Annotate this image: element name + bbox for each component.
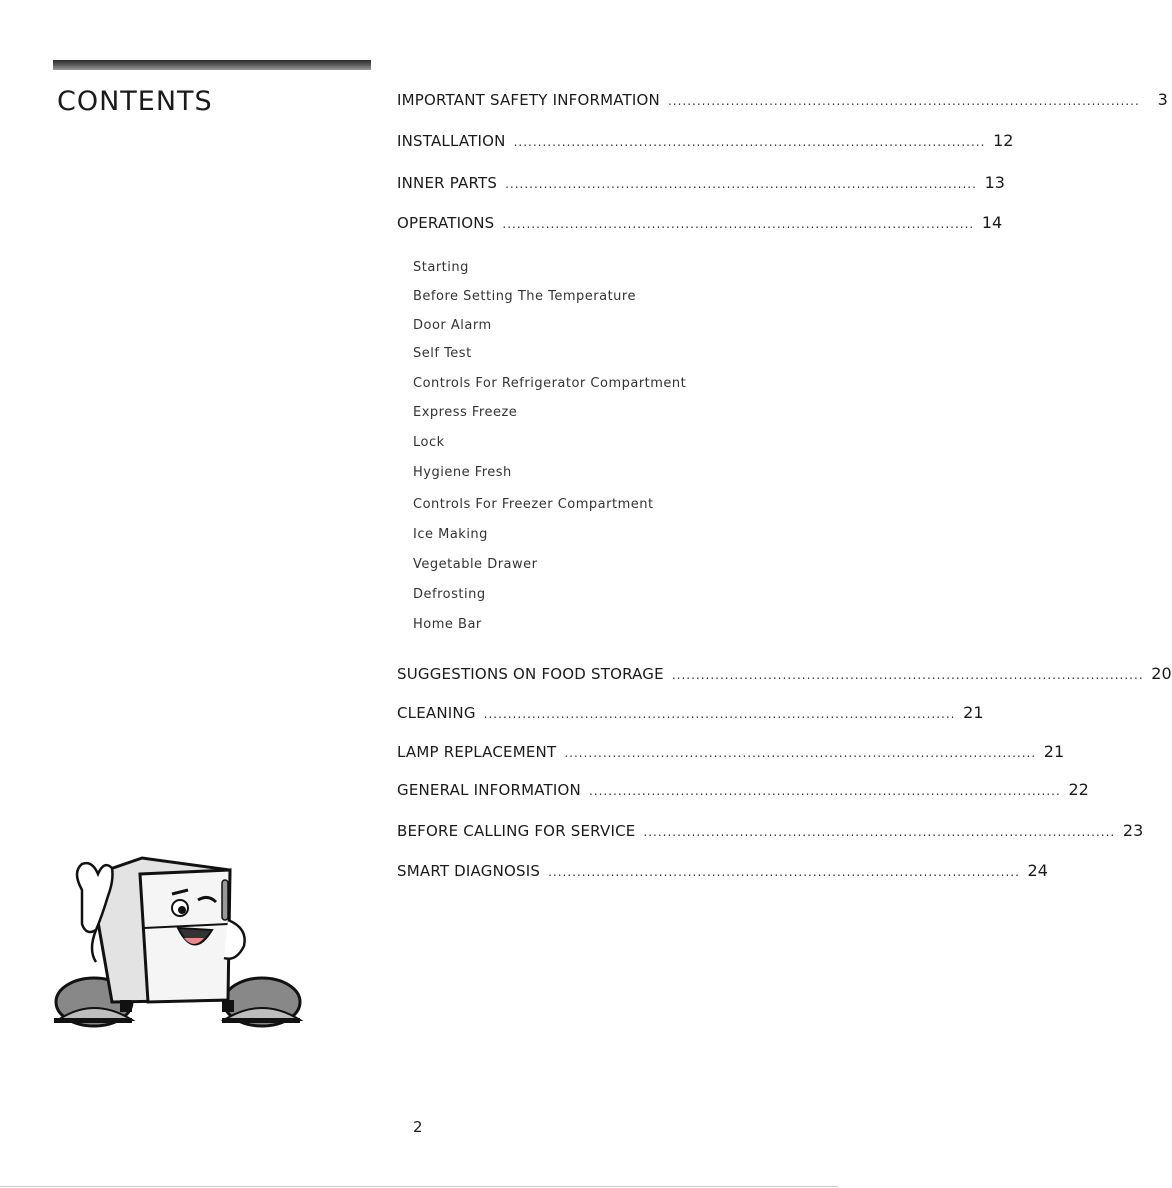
toc-entry-label: GENERAL INFORMATION <box>397 781 581 799</box>
refrigerator-mascot-icon <box>52 850 302 1028</box>
dot-leader: .................................................................................................. <box>564 746 1037 760</box>
toc-subentry[interactable]: Starting <box>413 260 469 275</box>
toc-subentry[interactable]: Hygiene Fresh <box>413 465 512 480</box>
toc-entry[interactable] <box>397 213 1003 235</box>
toc-entry-page: 13 <box>984 173 1005 192</box>
toc-entry[interactable] <box>397 131 1014 153</box>
toc-entry-page: 3 <box>1157 90 1168 109</box>
toc-entry-label: OPERATIONS <box>397 214 495 232</box>
toc-subentry[interactable]: Before Setting The Temperature <box>413 289 636 304</box>
dot-leader: .................................................................................................. <box>671 668 1144 682</box>
toc-subentry[interactable]: Defrosting <box>413 587 486 602</box>
toc-entry-label: SMART DIAGNOSIS <box>397 862 541 880</box>
toc-entry-page: 21 <box>963 703 984 722</box>
toc-entry[interactable] <box>397 742 1065 764</box>
toc-entry-page: 21 <box>1043 742 1065 761</box>
toc-entry-page: 14 <box>981 213 1003 232</box>
toc-entry-page: 24 <box>1027 861 1048 880</box>
toc-subentry[interactable]: Controls For Freezer Compartment <box>413 497 654 512</box>
toc-subentry[interactable]: Lock <box>413 435 445 450</box>
dot-leader: .................................................................................................. <box>643 825 1116 839</box>
toc-entry[interactable] <box>397 703 984 725</box>
toc-entry-label: IMPORTANT SAFETY INFORMATION <box>397 91 660 109</box>
toc-entry-label: LAMP REPLACEMENT <box>397 743 557 761</box>
toc-entry-label: SUGGESTIONS ON FOOD STORAGE <box>397 665 664 683</box>
toc-entry-page: 20 <box>1151 664 1172 683</box>
toc-entry[interactable] <box>397 861 1048 883</box>
dot-leader: .................................................................................................. <box>588 784 1061 798</box>
toc-subentry[interactable]: Home Bar <box>413 617 482 632</box>
toc-entry-label: BEFORE CALLING FOR SERVICE <box>397 822 636 840</box>
toc-subentry[interactable]: Express Freeze <box>413 405 518 420</box>
toc-entry-label: INNER PARTS <box>397 174 498 192</box>
dot-leader: .................................................................................................. <box>667 94 1140 108</box>
dot-leader: .................................................................................................. <box>483 707 956 721</box>
toc-entry[interactable] <box>397 173 1005 195</box>
divider <box>0 1186 838 1187</box>
toc-entry-page: 12 <box>993 131 1014 150</box>
toc-subentry[interactable]: Ice Making <box>413 527 488 542</box>
toc-entry-label: CLEANING <box>397 704 476 722</box>
toc-subentry[interactable]: Door Alarm <box>413 318 492 333</box>
toc-entry[interactable] <box>397 821 1144 843</box>
toc-entry-page: 23 <box>1122 821 1144 840</box>
toc-entry-page: 22 <box>1068 780 1089 799</box>
toc-entry[interactable] <box>397 90 1168 112</box>
header-bar <box>53 60 371 70</box>
toc-entry[interactable] <box>397 664 1172 686</box>
dot-leader: .................................................................................................. <box>505 177 977 191</box>
toc-subentry[interactable]: Vegetable Drawer <box>413 557 538 572</box>
page-title: CONTENTS <box>57 86 213 117</box>
dot-leader: .................................................................................................. <box>513 135 986 149</box>
dot-leader: .................................................................................................. <box>502 217 975 231</box>
toc-subentry[interactable]: Controls For Refrigerator Compartment <box>413 376 687 391</box>
page-number: 2 <box>413 1118 423 1136</box>
toc-subentry[interactable]: Self Test <box>413 346 472 361</box>
toc-entry[interactable] <box>397 780 1089 802</box>
toc-entry-label: INSTALLATION <box>397 132 506 150</box>
dot-leader: .................................................................................................. <box>548 865 1020 879</box>
